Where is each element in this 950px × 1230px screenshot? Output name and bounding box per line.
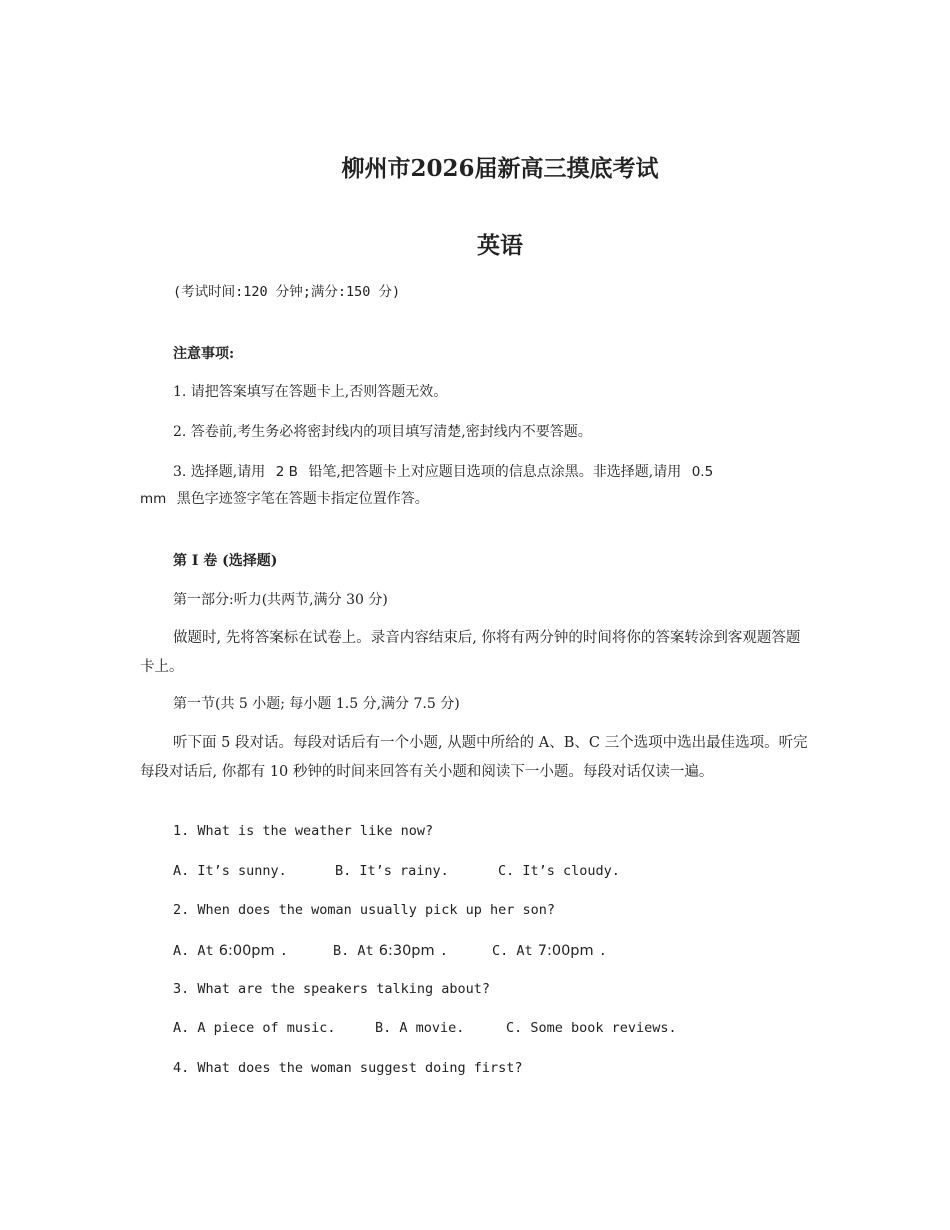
note-item-3-line-2 [140,488,429,508]
question-1-option-b: B. It’s rainy. [335,863,449,879]
question-2-option-c [492,940,607,959]
question-2-stem: 2. When does the woman usually pick up her son? [173,902,556,918]
question-3-option-a: A. A piece of music. [173,1020,336,1036]
question-2-option-c-time: 7:00pm [537,943,594,959]
note-item-3-a: 3. 选择题,请用 [173,464,266,480]
subsection-heading: 第一节(共 5 小题; 每小题 1.5 分,满分 7.5 分) [173,696,460,712]
question-2-option-b-suffix: . [439,943,448,959]
subsection-instruction: 听下面 5 段对话。每段对话后有一个小题, 从题中所给的 A、B、C 三个选项中选出最佳选项。听完每段对话后, 你都有 10 秒钟的时间来回答有关小题和阅读下一小题。每段对话仅读一遍。 [140,735,808,780]
question-1-stem: 1. What is the weather like now? [173,823,434,839]
question-4-stem: 4. What does the woman suggest doing first? [173,1060,523,1076]
note-item-3-unit: mm [140,491,167,507]
exam-info: (考试时间:120 分钟;满分:150 分) [173,284,401,300]
question-2-option-c-suffix: . [598,943,607,959]
question-3-stem: 3. What are the speakers talking about? [173,981,490,997]
note-item-3-pencil: 2 B [275,464,298,480]
question-2-option-b [333,940,448,959]
question-2-option-b-prefix: B. At [333,943,374,959]
note-item-3-c: 铅笔,把答题卡上对应题目选项的信息点涂黑。非选择题,请用 [308,464,682,480]
page-title: 柳州市2026届新高三摸底考试 [341,155,659,182]
volume-heading: 第 I 卷 (选择题) [173,553,278,569]
question-3-option-b: B. A movie. [375,1020,465,1036]
note-item-3-f: 黑色字迹签字笔在答题卡指定位置作答。 [176,491,429,507]
note-item-3-width: 0.5 [691,464,714,480]
note-item-3-line-1 [173,461,713,481]
question-2-option-a [173,940,288,959]
subject-title: 英语 [477,232,523,259]
question-2-option-a-suffix: . [279,943,288,959]
note-item-1: 1. 请把答案填写在答题卡上,否则答题无效。 [173,384,448,400]
question-3-option-c: C. Some book reviews. [506,1020,677,1036]
question-2-option-c-prefix: C. At [492,943,533,959]
question-1-option-a: A. It’s sunny. [173,863,287,879]
note-item-2: 2. 答卷前,考生务必将密封线内的项目填写清楚,密封线内不要答题。 [173,424,592,440]
question-2-option-a-time: 6:00pm [218,943,275,959]
question-2-option-b-time: 6:30pm [378,943,435,959]
part-instruction: 做题时, 先将答案标在试卷上。录音内容结束后, 你将有两分钟的时间将你的答案转涂到客观题答题卡上。 [140,630,801,675]
notes-heading: 注意事项: [173,346,235,362]
part-heading: 第一部分:听力(共两节,满分 30 分) [173,592,388,608]
question-2-option-a-prefix: A. At [173,943,214,959]
question-1-option-c: C. It’s cloudy. [498,863,620,879]
